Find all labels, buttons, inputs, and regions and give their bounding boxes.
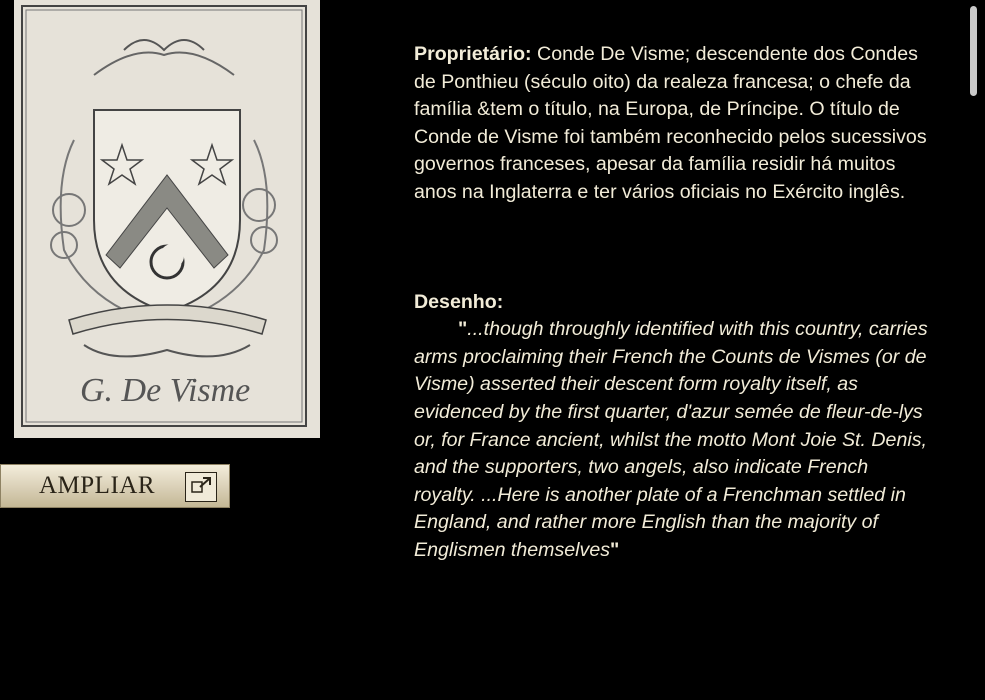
- owner-label: Proprietário:: [414, 43, 532, 65]
- design-quote: [414, 316, 934, 564]
- owner-text: Conde De Visme; descendente dos Condes de Ponthieu (século oito) da realeza francesa; o chefe da família &tem o título, na Europa, de Príncipe. O título de Conde de Visme foi também reconhecido pelos sucessivos governos franceses, apesar da família residir há muitos anos na Inglaterra e ter vários oficiais no Exército inglês.: [414, 43, 927, 203]
- quote-close-mark: ": [610, 538, 620, 561]
- design-quote-text: ...though throughly identified with this country, carries arms proclaiming their French the Counts de Vismes (or de Visme) asserted their descent form royalty itself, as evidenced by the first quarter, d'azur semée de fleur-de-lys or, for France ancient, whilst the motto Mont Joie St. Denis, and the supporters, two angels, also indicate French royalty. ...Here is another plate of a Frenchman settled in England, and rather more English than the majority of Englismen themselves: [414, 318, 928, 561]
- ampliar-label: AMPLIAR: [39, 472, 156, 499]
- ampliar-button[interactable]: [0, 464, 230, 508]
- enlarge-icon: [185, 472, 217, 502]
- bookplate-image: [14, 0, 320, 438]
- description-column: [414, 41, 934, 565]
- bookplate-signature: G. De Visme: [80, 372, 251, 409]
- owner-paragraph: [414, 41, 934, 207]
- design-label: Desenho:: [414, 290, 504, 313]
- quote-open-mark: ": [458, 318, 468, 341]
- scrollbar-thumb[interactable]: [970, 6, 977, 96]
